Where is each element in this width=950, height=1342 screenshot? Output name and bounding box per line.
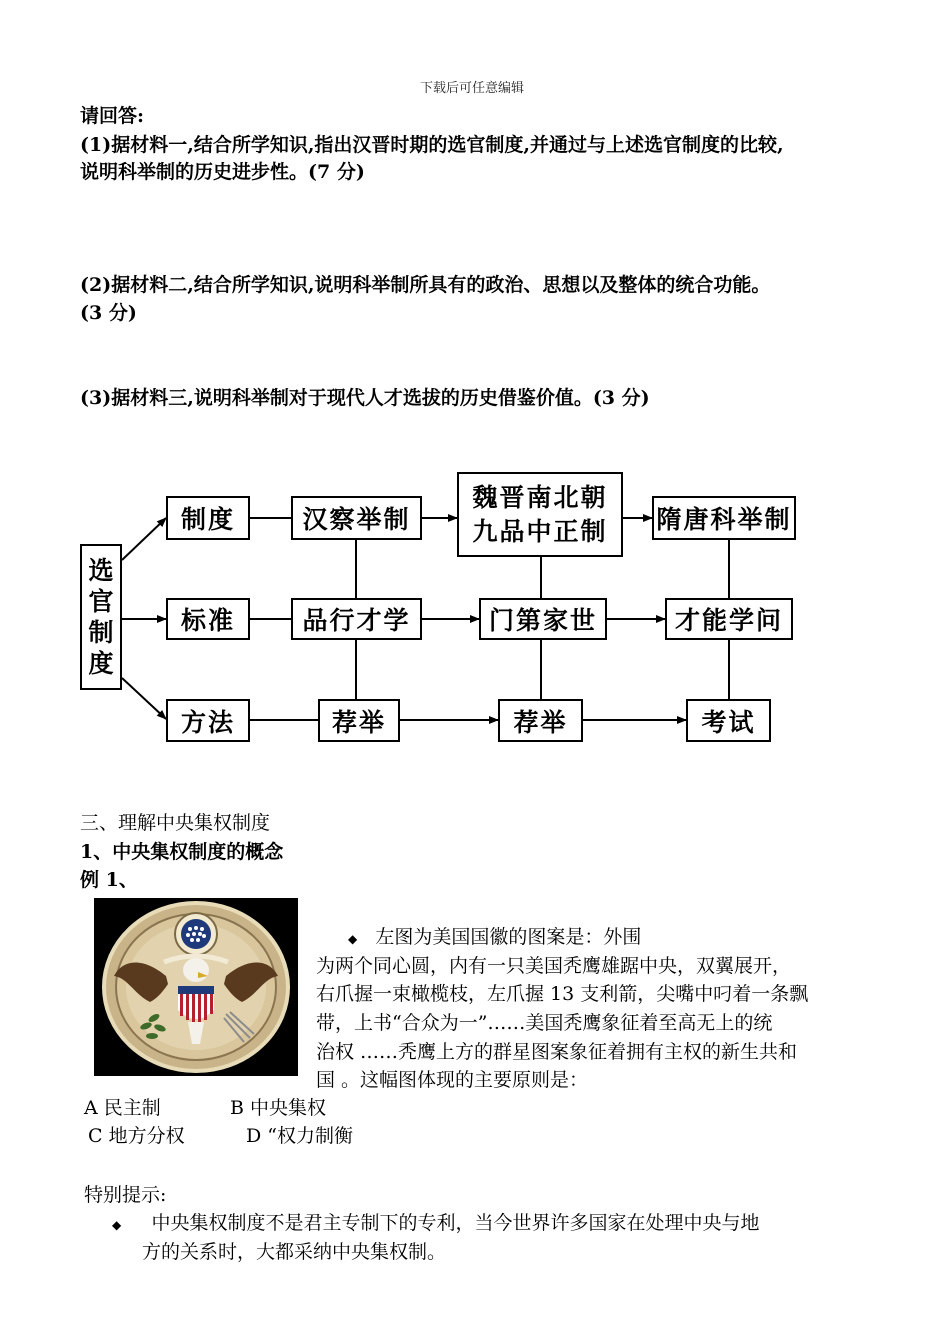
example-line-1: [348, 922, 641, 949]
root-char-4: 度: [88, 649, 114, 678]
row-label-system: 制度: [166, 496, 250, 540]
diamond-bullet-icon: ◆: [348, 932, 358, 946]
question-3-line-1: (3)据材料三,说明科举制对于现代人才选拔的历史借鉴价值。(3 分): [80, 387, 650, 409]
tip-text-1: 中央集权制度不是君主专制下的专利，当今世界许多国家在处理中央与地: [151, 1212, 760, 1234]
example-line-5: 治权 ……秃鹰上方的群星图案象征着拥有主权的新生共和: [316, 1041, 798, 1063]
wei-system-line-1: 魏晋南北朝: [472, 482, 608, 512]
tip-line-1: [112, 1208, 759, 1235]
tip-line-2: 方的关系时，大都采纳中央集权制。: [142, 1241, 447, 1263]
page-header: 下载后可任意编辑: [420, 81, 525, 96]
diagram-root-box: [80, 544, 122, 690]
option-b: B 中央集权: [230, 1097, 327, 1119]
question-2-line-2: (3 分): [80, 302, 137, 324]
row-label-method: 方法: [166, 699, 250, 742]
example-line-6: 国 。这幅图体现的主要原则是：: [316, 1069, 589, 1091]
question-1-line-2: 说明科举制的历史进步性。(7 分): [80, 161, 365, 183]
sui-standard-box: 才能学问: [665, 598, 793, 640]
wei-system-line-2: 九品中正制: [472, 516, 608, 546]
section-title: 三、理解中央集权制度: [80, 812, 271, 834]
tip-label: 特别提示:: [84, 1184, 167, 1206]
wei-method-box: 荐举: [498, 699, 583, 742]
example-line-3: 右爪握一束橄榄枝，左爪握 13 支利箭，尖嘴中叼着一条飘: [316, 983, 809, 1005]
row-label-standard: 标准: [166, 598, 250, 640]
han-method-box: 荐举: [318, 699, 400, 742]
us-great-seal-image: [94, 898, 298, 1076]
han-standard-box: 品行才学: [291, 598, 422, 640]
example-text-1: 左图为美国国徽的图案是：外围: [375, 926, 642, 948]
subsection-title: 1、中央集权制度的概念: [80, 841, 284, 863]
root-char-1: 选: [88, 556, 114, 585]
option-d: D “权力制衡: [246, 1125, 353, 1147]
wei-system-box: [457, 472, 623, 557]
example-line-2: 为两个同心圆，内有一只美国秃鹰雄踞中央，双翼展开，: [316, 955, 792, 977]
question-2-line-1: (2)据材料二,结合所学知识,说明科举制所具有的政治、思想以及整体的统合功能。: [80, 274, 771, 296]
root-char-3: 制: [88, 618, 114, 647]
root-char-2: 官: [88, 587, 114, 616]
diamond-bullet-icon: ◆: [112, 1218, 122, 1232]
option-a: A 民主制: [84, 1097, 161, 1119]
han-system-box: 汉察举制: [291, 496, 422, 540]
sui-system-box: 隋唐科举制: [652, 496, 796, 540]
question-1-line-1: (1)据材料一,结合所学知识,指出汉晋时期的选官制度,并通过与上述选官制度的比较,: [80, 134, 784, 156]
example-label: 例 1、: [80, 869, 138, 891]
example-line-4: 带，上书“合众为一”……美国秃鹰象征着至高无上的统: [316, 1012, 773, 1034]
option-c: C 地方分权: [88, 1125, 185, 1147]
wei-standard-box: 门第家世: [479, 598, 607, 640]
question-intro: 请回答:: [80, 105, 145, 127]
sui-method-box: 考试: [686, 699, 771, 742]
